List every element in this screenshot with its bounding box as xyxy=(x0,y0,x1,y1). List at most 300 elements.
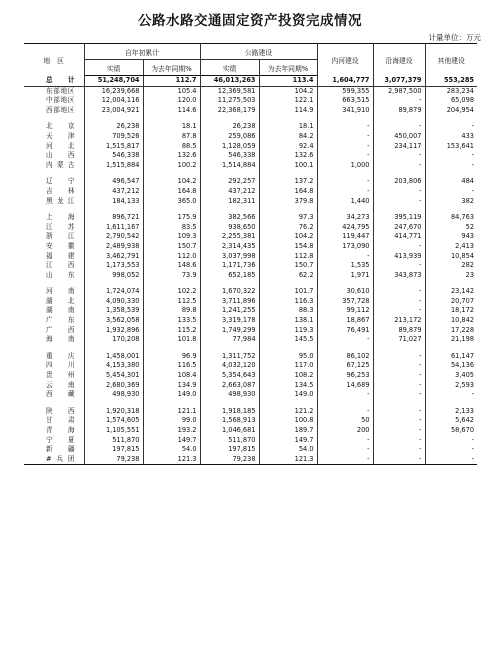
spacer-row xyxy=(24,115,477,122)
ytd-actual-cell: 4,153,380 xyxy=(84,361,143,371)
coastal-cell: 3,077,379 xyxy=(373,76,425,87)
coastal-cell: - xyxy=(373,445,425,455)
other-cell: - xyxy=(425,122,477,132)
table-row xyxy=(24,232,477,242)
spacer-cell xyxy=(143,280,200,287)
coastal-cell: 213,172 xyxy=(373,316,425,326)
road-actual-cell: 1,241,255 xyxy=(200,306,259,316)
ytd-actual-cell: 3,562,058 xyxy=(84,316,143,326)
spacer-cell xyxy=(84,400,143,407)
ytd-pct-cell: 114.6 xyxy=(143,106,200,116)
other-cell: 52 xyxy=(425,223,477,233)
ytd-actual-cell: 170,208 xyxy=(84,335,143,345)
spacer-cell xyxy=(24,345,84,352)
ytd-pct-cell: 54.0 xyxy=(143,445,200,455)
other-cell: 484 xyxy=(425,177,477,187)
inland-cell: - xyxy=(317,407,373,417)
ytd-pct-cell: 89.8 xyxy=(143,306,200,316)
coastal-cell: - xyxy=(373,297,425,307)
table-row xyxy=(24,390,477,400)
road-pct-cell: 104.2 xyxy=(259,86,317,96)
spacer-cell xyxy=(317,280,373,287)
inland-cell: - xyxy=(317,132,373,142)
spacer-cell xyxy=(143,400,200,407)
ytd-actual-cell: 1,173,553 xyxy=(84,261,143,271)
ytd-pct-cell: 109.3 xyxy=(143,232,200,242)
road-header: 公路建设 xyxy=(200,44,317,60)
inland-cell: 99,112 xyxy=(317,306,373,316)
table-row xyxy=(24,407,477,417)
ytd-header: 自年初累计 xyxy=(84,44,200,60)
other-cell: 204,954 xyxy=(425,106,477,116)
coastal-cell: - xyxy=(373,261,425,271)
ytd-pct-cell: 102.2 xyxy=(143,287,200,297)
road-actual-cell: 4,032,120 xyxy=(200,361,259,371)
coastal-cell: 89,879 xyxy=(373,326,425,336)
ytd-pct-cell: 133.5 xyxy=(143,316,200,326)
ytd-actual-cell: 709,526 xyxy=(84,132,143,142)
region-cell: 新疆 xyxy=(46,445,75,454)
region-cell: 重庆 xyxy=(46,351,75,360)
inland-cell: 34,273 xyxy=(317,213,373,223)
ytd-pct-cell: 164.8 xyxy=(143,187,200,197)
table-row xyxy=(24,242,477,252)
inland-cell: - xyxy=(317,187,373,197)
road-pct-cell: 145.5 xyxy=(259,335,317,345)
other-cell: 10,854 xyxy=(425,252,477,262)
table-row xyxy=(24,306,477,316)
investment-table xyxy=(24,43,477,465)
region-cell: 北京 xyxy=(46,122,75,131)
other-cell: - xyxy=(425,445,477,455)
spacer-cell xyxy=(143,115,200,122)
region-cell: 海南 xyxy=(46,335,75,344)
ytd-pct-cell: 116.5 xyxy=(143,361,200,371)
coastal-header: 沿海建设 xyxy=(373,44,425,76)
road-actual-cell: 546,338 xyxy=(200,151,259,161)
inland-cell: 50 xyxy=(317,416,373,426)
spacer-cell xyxy=(259,170,317,177)
ytd-actual-cell: 998,052 xyxy=(84,271,143,281)
road-pct-cell: 108.2 xyxy=(259,371,317,381)
road-actual-cell: 1,514,884 xyxy=(200,161,259,171)
ytd-actual-cell: 23,004,921 xyxy=(84,106,143,116)
table-row xyxy=(24,161,477,171)
road-actual-cell: 1,128,059 xyxy=(200,142,259,152)
road-pct-cell: 116.3 xyxy=(259,297,317,307)
inland-cell: 1,971 xyxy=(317,271,373,281)
spacer-cell xyxy=(24,400,84,407)
ytd-actual-cell: 184,133 xyxy=(84,197,143,207)
inland-cell: 1,440 xyxy=(317,197,373,207)
region-cell: 陕西 xyxy=(46,406,75,415)
spacer-cell xyxy=(317,206,373,213)
ytd-actual-cell: 896,721 xyxy=(84,213,143,223)
spacer-cell xyxy=(373,206,425,213)
region-cell: 辽宁 xyxy=(46,177,75,186)
ytd-actual-cell: 16,239,668 xyxy=(84,86,143,96)
ytd-pct-cell: 108.4 xyxy=(143,371,200,381)
region-cell: 广西 xyxy=(46,325,75,334)
inland-cell: - xyxy=(317,390,373,400)
coastal-cell: - xyxy=(373,287,425,297)
table-row xyxy=(24,213,477,223)
ytd-actual-cell: 546,338 xyxy=(84,151,143,161)
inland-cell: 30,610 xyxy=(317,287,373,297)
other-cell: - xyxy=(425,161,477,171)
road-actual-cell: 292,257 xyxy=(200,177,259,187)
other-cell: 5,642 xyxy=(425,416,477,426)
coastal-cell: - xyxy=(373,96,425,106)
region-cell: 宁夏 xyxy=(46,435,75,444)
region-cell: 四川 xyxy=(46,361,75,370)
ytd-pct-cell: 100.2 xyxy=(143,161,200,171)
ytd-pct-cell: 87.8 xyxy=(143,132,200,142)
spacer-cell xyxy=(200,280,259,287)
other-cell: - xyxy=(425,436,477,446)
table-row xyxy=(24,352,477,362)
region-header: 地 区 xyxy=(24,44,84,76)
region-cell: 内蒙古 xyxy=(46,160,75,169)
coastal-cell: - xyxy=(373,407,425,417)
road-pct-header: 为去年同期% xyxy=(259,60,317,76)
table-row xyxy=(24,316,477,326)
road-pct-cell: 121.2 xyxy=(259,407,317,417)
other-cell: 17,228 xyxy=(425,326,477,336)
ytd-actual-cell: 1,932,896 xyxy=(84,326,143,336)
road-actual-cell: 3,319,178 xyxy=(200,316,259,326)
ytd-actual-cell: 1,574,605 xyxy=(84,416,143,426)
coastal-cell: 395,119 xyxy=(373,213,425,223)
inland-cell: - xyxy=(317,445,373,455)
ytd-actual-cell: 26,238 xyxy=(84,122,143,132)
road-actual-cell: 1,670,322 xyxy=(200,287,259,297)
ytd-actual-cell: 1,105,551 xyxy=(84,426,143,436)
ytd-actual-cell: 1,724,074 xyxy=(84,287,143,297)
ytd-pct-cell: 73.9 xyxy=(143,271,200,281)
region-cell: 湖北 xyxy=(46,296,75,305)
road-pct-cell: 62.2 xyxy=(259,271,317,281)
road-pct-cell: 117.0 xyxy=(259,361,317,371)
spacer-cell xyxy=(259,400,317,407)
road-pct-cell: 137.2 xyxy=(259,177,317,187)
region-cell: 东部地区 xyxy=(46,86,75,95)
inland-cell: 86,102 xyxy=(317,352,373,362)
road-actual-cell: 5,354,643 xyxy=(200,371,259,381)
ytd-actual-cell: 1,458,001 xyxy=(84,352,143,362)
spacer-cell xyxy=(373,280,425,287)
coastal-cell: - xyxy=(373,426,425,436)
region-cell: 江西 xyxy=(46,261,75,270)
spacer-cell xyxy=(84,170,143,177)
other-cell: 2,133 xyxy=(425,407,477,417)
table-row xyxy=(24,86,477,96)
ytd-actual-cell: 2,680,369 xyxy=(84,381,143,391)
inland-cell: 173,090 xyxy=(317,242,373,252)
ytd-actual-cell: 51,248,704 xyxy=(84,76,143,87)
region-cell: 广东 xyxy=(46,316,75,325)
coastal-cell: 343,873 xyxy=(373,271,425,281)
inland-cell: 599,355 xyxy=(317,86,373,96)
ytd-pct-cell: 115.2 xyxy=(143,326,200,336)
table-row xyxy=(24,122,477,132)
road-pct-cell: 112.8 xyxy=(259,252,317,262)
ytd-pct-cell: 112.5 xyxy=(143,297,200,307)
other-cell: 282 xyxy=(425,261,477,271)
page-title: 公路水路交通固定资产投资完成情况 xyxy=(138,13,362,29)
road-pct-cell: 149.7 xyxy=(259,436,317,446)
spacer-cell xyxy=(373,345,425,352)
spacer-cell xyxy=(425,400,477,407)
road-actual-cell: 938,650 xyxy=(200,223,259,233)
spacer-cell xyxy=(317,115,373,122)
road-actual-cell: 197,815 xyxy=(200,445,259,455)
other-cell: 54,136 xyxy=(425,361,477,371)
spacer-cell xyxy=(200,400,259,407)
table-row xyxy=(24,132,477,142)
other-cell: 553,285 xyxy=(425,76,477,87)
ytd-actual-cell: 1,920,318 xyxy=(84,407,143,417)
ytd-actual-cell: 12,004,116 xyxy=(84,96,143,106)
road-actual-cell: 22,368,179 xyxy=(200,106,259,116)
ytd-pct-cell: 83.5 xyxy=(143,223,200,233)
ytd-pct-cell: 150.7 xyxy=(143,242,200,252)
spacer-cell xyxy=(373,400,425,407)
spacer-cell xyxy=(24,280,84,287)
road-pct-cell: 121.3 xyxy=(259,455,317,465)
spacer-cell xyxy=(143,345,200,352)
spacer-cell xyxy=(84,280,143,287)
ytd-actual-cell: 496,547 xyxy=(84,177,143,187)
road-pct-cell: 76.2 xyxy=(259,223,317,233)
region-cell: 河北 xyxy=(46,141,75,150)
road-pct-cell: 114.9 xyxy=(259,106,317,116)
region-cell: 西部地区 xyxy=(46,105,75,114)
table-row xyxy=(24,297,477,307)
region-cell: 福建 xyxy=(46,251,75,260)
road-actual-cell: 77,984 xyxy=(200,335,259,345)
table-row xyxy=(24,416,477,426)
other-cell: 18,172 xyxy=(425,306,477,316)
coastal-cell: 247,670 xyxy=(373,223,425,233)
spacer-cell xyxy=(373,115,425,122)
road-actual-cell: 437,212 xyxy=(200,187,259,197)
road-actual-cell: 652,185 xyxy=(200,271,259,281)
spacer-cell xyxy=(84,345,143,352)
region-cell: 浙江 xyxy=(46,232,75,241)
other-cell: 153,641 xyxy=(425,142,477,152)
inland-cell: 663,515 xyxy=(317,96,373,106)
road-actual-cell: 1,311,752 xyxy=(200,352,259,362)
spacer-cell xyxy=(317,400,373,407)
road-actual-cell: 511,870 xyxy=(200,436,259,446)
spacer-row xyxy=(24,280,477,287)
other-cell: - xyxy=(425,390,477,400)
inland-cell: - xyxy=(317,436,373,446)
region-cell: 云南 xyxy=(46,380,75,389)
region-cell: 安徽 xyxy=(46,241,75,250)
total-row xyxy=(24,76,477,87)
coastal-cell: - xyxy=(373,361,425,371)
inland-cell: 119,447 xyxy=(317,232,373,242)
road-pct-cell: 92.4 xyxy=(259,142,317,152)
road-pct-cell: 189.7 xyxy=(259,426,317,436)
spacer-cell xyxy=(24,170,84,177)
ytd-pct-cell: 88.5 xyxy=(143,142,200,152)
spacer-row xyxy=(24,206,477,213)
table-row xyxy=(24,223,477,233)
region-cell: 江苏 xyxy=(46,222,75,231)
table-row xyxy=(24,426,477,436)
coastal-cell: - xyxy=(373,352,425,362)
spacer-cell xyxy=(200,345,259,352)
ytd-actual-cell: 437,212 xyxy=(84,187,143,197)
road-pct-cell: 88.3 xyxy=(259,306,317,316)
ytd-pct-header: 为去年同期% xyxy=(143,60,200,76)
region-cell: 山西 xyxy=(46,151,75,160)
table-row xyxy=(24,335,477,345)
other-cell: 10,842 xyxy=(425,316,477,326)
road-pct-cell: 164.8 xyxy=(259,187,317,197)
ytd-actual-cell: 1,515,884 xyxy=(84,161,143,171)
inland-cell: 96,253 xyxy=(317,371,373,381)
road-pct-cell: 100.1 xyxy=(259,161,317,171)
ytd-pct-cell: 175.9 xyxy=(143,213,200,223)
road-pct-cell: 134.5 xyxy=(259,381,317,391)
road-pct-cell: 54.0 xyxy=(259,445,317,455)
region-cell: 吉林 xyxy=(46,186,75,195)
inland-cell: - xyxy=(317,335,373,345)
road-pct-cell: 379.8 xyxy=(259,197,317,207)
other-cell: 382 xyxy=(425,197,477,207)
header-row-1 xyxy=(24,44,477,60)
road-pct-cell: 154.8 xyxy=(259,242,317,252)
coastal-cell: - xyxy=(373,242,425,252)
road-pct-cell: 18.1 xyxy=(259,122,317,132)
region-cell: 甘肃 xyxy=(46,416,75,425)
region-cell: #兵团 xyxy=(24,455,84,465)
road-pct-cell: 113.4 xyxy=(259,76,317,87)
coastal-cell: 413,939 xyxy=(373,252,425,262)
inland-cell: 1,000 xyxy=(317,161,373,171)
spacer-cell xyxy=(143,170,200,177)
inland-cell: - xyxy=(317,252,373,262)
ytd-pct-cell: 112.0 xyxy=(143,252,200,262)
region-cell: 湖南 xyxy=(46,306,75,315)
ytd-actual-cell: 1,515,817 xyxy=(84,142,143,152)
spacer-cell xyxy=(373,170,425,177)
inland-header: 内河建设 xyxy=(317,44,373,76)
region-cell: 西藏 xyxy=(46,390,75,399)
table-row xyxy=(24,271,477,281)
ytd-pct-cell: 105.4 xyxy=(143,86,200,96)
road-pct-cell: 149.0 xyxy=(259,390,317,400)
spacer-cell xyxy=(425,280,477,287)
road-pct-cell: 95.0 xyxy=(259,352,317,362)
ytd-actual-cell: 1,611,167 xyxy=(84,223,143,233)
region-cell: 天津 xyxy=(46,131,75,140)
ytd-pct-cell: 149.7 xyxy=(143,436,200,446)
spacer-cell xyxy=(425,115,477,122)
spacer-cell xyxy=(425,206,477,213)
region-cell: 贵州 xyxy=(46,371,75,380)
road-pct-cell: 150.7 xyxy=(259,261,317,271)
inland-cell: - xyxy=(317,122,373,132)
road-pct-cell: 101.7 xyxy=(259,287,317,297)
road-actual-cell: 12,369,581 xyxy=(200,86,259,96)
ytd-actual-cell: 1,358,539 xyxy=(84,306,143,316)
table-row xyxy=(24,96,477,106)
table-row xyxy=(24,361,477,371)
inland-cell: 18,867 xyxy=(317,316,373,326)
ytd-pct-cell: 193.2 xyxy=(143,426,200,436)
road-pct-cell: 104.2 xyxy=(259,232,317,242)
ytd-pct-cell: 365.0 xyxy=(143,197,200,207)
road-actual-cell: 2,255,381 xyxy=(200,232,259,242)
ytd-actual-cell: 2,489,938 xyxy=(84,242,143,252)
region-cell: 总计 xyxy=(24,76,84,87)
ytd-pct-cell: 120.0 xyxy=(143,96,200,106)
ytd-pct-cell: 101.8 xyxy=(143,335,200,345)
other-cell: 23 xyxy=(425,271,477,281)
table-row xyxy=(24,287,477,297)
unit-label: 计量单位：万元 xyxy=(428,33,481,42)
other-cell: 433 xyxy=(425,132,477,142)
spacer-cell xyxy=(84,206,143,213)
ytd-actual-cell: 2,790,542 xyxy=(84,232,143,242)
coastal-cell: - xyxy=(373,197,425,207)
other-cell: 23,142 xyxy=(425,287,477,297)
spacer-cell xyxy=(200,115,259,122)
inland-cell: 200 xyxy=(317,426,373,436)
coastal-cell: 450,007 xyxy=(373,132,425,142)
road-pct-cell: 138.1 xyxy=(259,316,317,326)
inland-cell: - xyxy=(317,177,373,187)
table-row xyxy=(24,445,477,455)
road-actual-cell: 46,013,263 xyxy=(200,76,259,87)
ytd-pct-cell: 96.9 xyxy=(143,352,200,362)
coastal-cell: - xyxy=(373,381,425,391)
ytd-actual-header: 实绩 xyxy=(84,60,143,76)
ytd-actual-cell: 3,462,791 xyxy=(84,252,143,262)
road-actual-cell: 3,037,998 xyxy=(200,252,259,262)
table-row xyxy=(24,151,477,161)
road-actual-cell: 26,238 xyxy=(200,122,259,132)
table-row xyxy=(24,371,477,381)
coastal-cell: - xyxy=(373,416,425,426)
inland-cell: 67,125 xyxy=(317,361,373,371)
table-row xyxy=(24,381,477,391)
coastal-cell: - xyxy=(373,436,425,446)
road-pct-cell: 122.1 xyxy=(259,96,317,106)
inland-cell: 424,795 xyxy=(317,223,373,233)
ytd-actual-cell: 79,238 xyxy=(84,455,143,465)
table-row xyxy=(24,261,477,271)
road-actual-cell: 2,663,087 xyxy=(200,381,259,391)
table-row xyxy=(24,177,477,187)
road-pct-cell: 97.3 xyxy=(259,213,317,223)
table-row xyxy=(24,326,477,336)
spacer-cell xyxy=(24,115,84,122)
ytd-pct-cell: 121.3 xyxy=(143,455,200,465)
spacer-cell xyxy=(200,170,259,177)
other-cell: 2,413 xyxy=(425,242,477,252)
other-cell: 65,098 xyxy=(425,96,477,106)
inland-cell: 14,689 xyxy=(317,381,373,391)
coastal-cell: - xyxy=(373,390,425,400)
ytd-pct-cell: 18.1 xyxy=(143,122,200,132)
spacer-row xyxy=(24,170,477,177)
